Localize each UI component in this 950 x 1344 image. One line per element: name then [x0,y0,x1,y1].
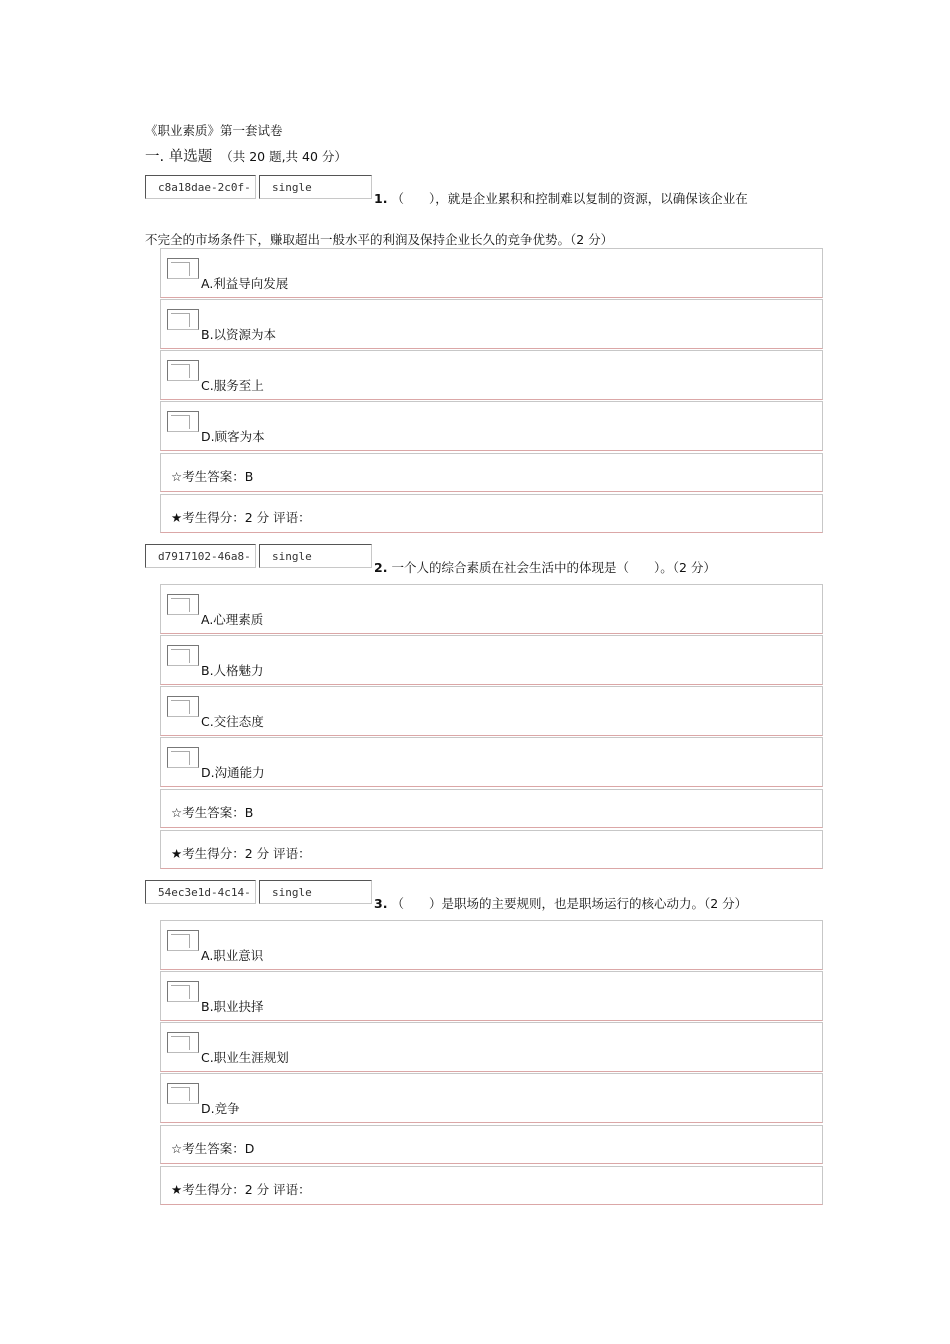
candidate-score-row [160,830,823,869]
option-row[interactable] [160,584,823,634]
question-id-field[interactable]: d7917102-46a8- [145,544,256,568]
question-text [374,190,748,208]
question-type-field[interactable]: single [259,544,372,568]
option-row[interactable] [160,737,823,787]
option-label: A.利益导向发展 [201,276,289,291]
option-label: C.交往态度 [201,714,264,729]
option-row[interactable] [160,350,823,400]
option-label: C.职业生涯规划 [201,1050,289,1065]
option-row[interactable] [160,401,823,451]
option-label: D.沟通能力 [201,765,265,780]
option-row[interactable] [160,248,823,298]
candidate-answer: ☆考生答案：B [171,469,254,484]
candidate-score: ★考生得分：2 分 评语： [171,510,311,525]
question-number: 3. [374,896,388,911]
candidate-answer: ☆考生答案：D [171,1141,255,1156]
candidate-answer-row [160,1125,823,1164]
option-label: D.竞争 [201,1101,240,1116]
question-text-line: （ ）是职场的主要规则，也是职场运行的核心动力。（2 分） [391,896,748,911]
question-id-field[interactable]: c8a18dae-2c0f- [145,175,256,199]
option-radio[interactable] [167,747,199,768]
option-label: B.职业抉择 [201,999,264,1014]
section-heading [145,145,347,166]
option-row[interactable] [160,1022,823,1072]
option-row[interactable] [160,920,823,970]
question-type-field[interactable]: single [259,880,372,904]
question-text-line: 一个人的综合素质在社会生活中的体现是（ ）。（2 分） [391,560,716,575]
question-text-continued: 不完全的市场条件下，赚取超出一般水平的利润及保持企业长久的竞争优势。（2 分） [145,232,614,247]
option-radio[interactable] [167,696,199,717]
question-text [374,895,747,913]
option-radio[interactable] [167,594,199,615]
option-row[interactable] [160,686,823,736]
document-title: 《职业素质》第一套试卷 [145,123,283,138]
section-title: 一. 单选题 [145,149,213,165]
candidate-score-row [160,1166,823,1205]
option-label: A.职业意识 [201,948,264,963]
option-radio[interactable] [167,258,199,279]
option-label: C.服务至上 [201,378,264,393]
candidate-score: ★考生得分：2 分 评语： [171,1182,311,1197]
section-note: （共 20 题,共 40 分） [220,149,347,164]
option-row[interactable] [160,635,823,685]
option-row[interactable] [160,299,823,349]
option-radio[interactable] [167,1032,199,1053]
option-label: B.人格魅力 [201,663,264,678]
option-row[interactable] [160,971,823,1021]
question-number: 1. [374,191,388,206]
candidate-score-row [160,494,823,533]
option-label: A.心理素质 [201,612,264,627]
option-label: B.以资源为本 [201,327,277,342]
option-radio[interactable] [167,981,199,1002]
candidate-answer-row [160,453,823,492]
candidate-answer: ☆考生答案：B [171,805,254,820]
option-label: D.顾客为本 [201,429,265,444]
question-id-field[interactable]: 54ec3e1d-4c14- [145,880,256,904]
question-text [374,559,716,577]
option-row[interactable] [160,1073,823,1123]
candidate-score: ★考生得分：2 分 评语： [171,846,311,861]
question-type-field[interactable]: single [259,175,372,199]
candidate-answer-row [160,789,823,828]
option-radio[interactable] [167,930,199,951]
option-radio[interactable] [167,309,199,330]
question-number: 2. [374,560,388,575]
question-text-line: （ ），就是企业累积和控制难以复制的资源，以确保该企业在 [391,191,748,206]
option-radio[interactable] [167,1083,199,1104]
option-radio[interactable] [167,645,199,666]
option-radio[interactable] [167,360,199,381]
option-radio[interactable] [167,411,199,432]
